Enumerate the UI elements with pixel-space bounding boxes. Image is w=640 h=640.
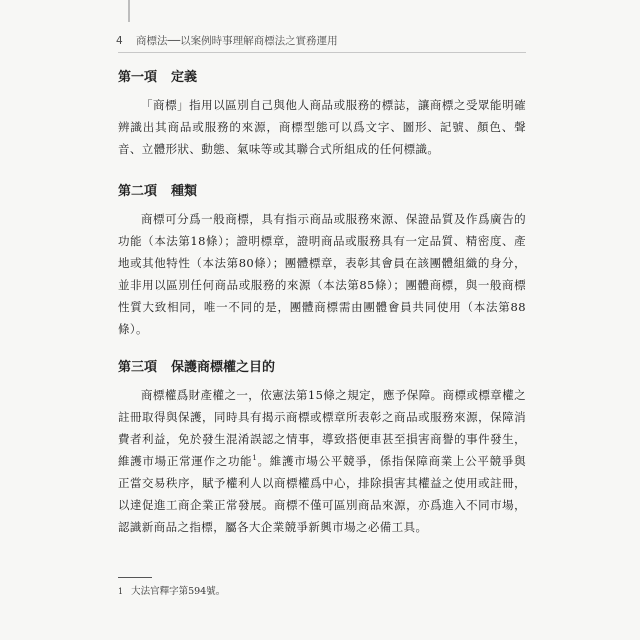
section-definition [118, 68, 526, 160]
section-purpose [118, 358, 526, 538]
page-number: 4 [116, 35, 123, 47]
header-rule [118, 52, 526, 53]
section-number: 第二項 [118, 184, 158, 199]
section-heading [118, 358, 526, 378]
footnote [118, 583, 225, 597]
section-title: 種類 [171, 184, 198, 199]
section-paragraph: 「商標」指用以區別自己與他人商品或服務的標誌，讓商標之受眾能明確辨識出其商品或服務的來源，商標型態可以爲文字、圖形、記號、顏色、聲音、立體形狀、動態、氣味等或其聯合式所組成的任何標識。 [118, 98, 526, 156]
running-title: 商標法──以案例時事理解商標法之實務運用 [136, 35, 338, 47]
section-title: 保護商標權之目的 [171, 360, 276, 375]
footnote-rule [118, 577, 152, 578]
footnote-reference[interactable]: 1 [252, 454, 258, 463]
running-header [116, 33, 338, 48]
paragraph-text-after-note: 。維護市場公平競爭，係指保障商業上公平競爭與正當交易秩序，賦予權利人以商標權爲中心，排除損害其權益之使用或註冊，以達促進工商企業正常發展。商標不僅可區別商品來源，亦爲進入不同市場，認識新商品之指標，屬各大企業競爭新興市場之必備工具。 [118, 454, 526, 534]
section-heading [118, 68, 526, 88]
gutter-line [128, 0, 130, 22]
section-types [118, 182, 526, 340]
page-body [118, 60, 526, 538]
section-title: 定義 [171, 70, 198, 85]
section-number: 第一項 [118, 70, 158, 85]
section-heading [118, 182, 526, 202]
footnote-text: 大法官釋字第594號。 [131, 586, 226, 597]
paragraph-text-before-note: 商標權爲財產權之一，依憲法第15條之規定，應予保障。商標或標章權之註冊取得與保護，同時具有揭示商標或標章所表彰之商品或服務來源，保障消費者利益，免於發生混淆誤認之情事，導致搭便車甚至損害商譽的事件發生，維護市場正常運作之功能 [118, 388, 526, 468]
footnote-marker: 1 [118, 587, 124, 596]
section-paragraph [118, 384, 526, 538]
section-paragraph: 商標可分爲一般商標，具有指示商品或服務來源、保證品質及作爲廣告的功能（本法第18條）；證明標章，證明商品或服務具有一定品質、精密度、產地或其他特性（本法第80條）；團體標章，表彰其會員在該團體組織的身分，並非用以區別任何商品或服務的來源（本法第85條）；團體商標，與一般商標性質大致相同，唯一不同的是，團體商標需由團體會員共同使用（本法第88條）。 [118, 212, 526, 336]
section-number: 第三項 [118, 360, 158, 375]
